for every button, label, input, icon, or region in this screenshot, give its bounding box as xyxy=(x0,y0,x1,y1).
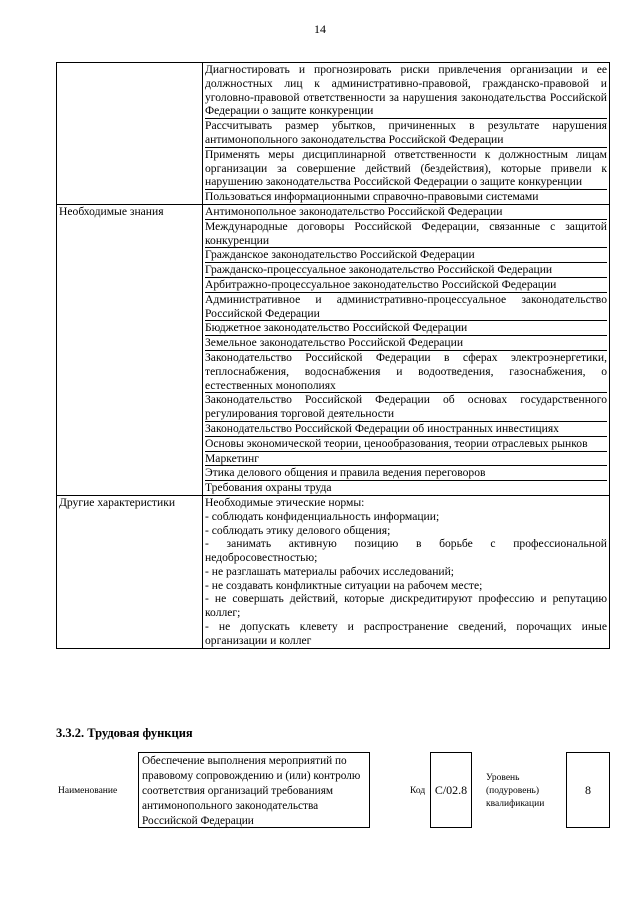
list-item: Антимонопольное законодательство Российской Федерации xyxy=(205,205,607,220)
page-number: 14 xyxy=(314,22,326,36)
row-value xyxy=(203,495,610,648)
list-item: Рассчитывать размер убытков, причиненных в результате нарушения антимонопольного законодательства Российской Федерации xyxy=(205,119,607,146)
table-row xyxy=(57,495,610,648)
list-item: Арбитражно-процессуальное законодательство Российской Федерации xyxy=(205,278,607,293)
text-line: - соблюдать конфиденциальность информации; xyxy=(205,509,440,523)
text-line: - не разглашать материалы рабочих исследований; xyxy=(205,564,455,578)
list-item: Законодательство Российской Федерации в сферах электроэнергетики, теплоснабжения, водоснабжения и водоотведения, газоснабжения, о естественных монополиях xyxy=(205,350,607,392)
list-item: Законодательство Российской Федерации об основах государственного регулирования торговой деятельности xyxy=(205,393,607,421)
row-value xyxy=(203,204,610,495)
list-item: Применять меры дисциплинарной ответственности к должностным лицам организации за совершение действий (бездействия), которые привели к нарушению законодательства Российской Федерации о защите конкуренции xyxy=(205,147,607,189)
list-item: Маркетинг xyxy=(205,452,607,467)
text-line: - не совершать действий, которые дискредитируют профессию и репутацию коллег; xyxy=(205,592,607,620)
text-line: Необходимые этические нормы: xyxy=(205,495,365,509)
section-title: 3.3.2. Трудовая функция xyxy=(56,726,193,740)
code-box: C/02.8 xyxy=(430,752,472,828)
function-details-table xyxy=(56,62,610,649)
row-value xyxy=(203,63,610,205)
text-line: - не создавать конфликтные ситуации на рабочем месте; xyxy=(205,578,483,592)
list-item: Гражданское законодательство Российской Федерации xyxy=(205,248,607,263)
list-item: Пользоваться информационными справочно-правовыми системами xyxy=(205,190,539,204)
row-label: Необходимые знания xyxy=(57,204,203,495)
level-label: Уровень (подуровень) квалификации xyxy=(486,773,545,809)
list-item: Бюджетное законодательство Российской Федерации xyxy=(205,321,607,336)
list-item: Гражданско-процессуальное законодательство Российской Федерации xyxy=(205,263,607,278)
code-label: Код xyxy=(410,786,426,796)
list-item: Международные договоры Российской Федерации, связанные с защитой конкуренции xyxy=(205,219,607,247)
list-item: Земельное законодательство Российской Федерации xyxy=(205,336,607,351)
function-name-box: Обеспечение выполнения мероприятий по правовому сопровождению и (или) контролю соответствия организаций требованиям антимонопольного законодательства Российской Федерации xyxy=(138,752,370,828)
list-item: Требования охраны труда xyxy=(205,481,332,495)
text-line: - не допускать клевету и распространение сведений, порочащих иные организации и коллег xyxy=(205,620,607,647)
text-line: - занимать активную позицию в борьбе с профессиональной недобросовестностью; xyxy=(205,537,607,565)
table-row xyxy=(57,204,610,495)
list-item: Основы экономической теории, ценообразования, теории отраслевых рынков xyxy=(205,437,607,452)
row-label xyxy=(57,63,203,205)
list-item: Административное и административно-процессуальное законодательство Российской Федерации xyxy=(205,292,607,320)
list-item: Диагностировать и прогнозировать риски привлечения организации и ее должностных лиц к административно-правовой, гражданско-правовой и уголовно-правовой ответственности за нарушения законодательства Российской Федерации о защите конкуренции xyxy=(205,63,607,118)
table-row xyxy=(57,63,610,205)
name-label: Наименование xyxy=(58,786,118,796)
list-item: Законодательство Российской Федерации об иностранных инвестициях xyxy=(205,422,607,437)
level-box: 8 xyxy=(566,752,610,828)
row-label: Другие характеристики xyxy=(57,495,203,648)
list-item: Этика делового общения и правила ведения переговоров xyxy=(205,466,607,481)
text-line: - соблюдать этику делового общения; xyxy=(205,523,391,537)
